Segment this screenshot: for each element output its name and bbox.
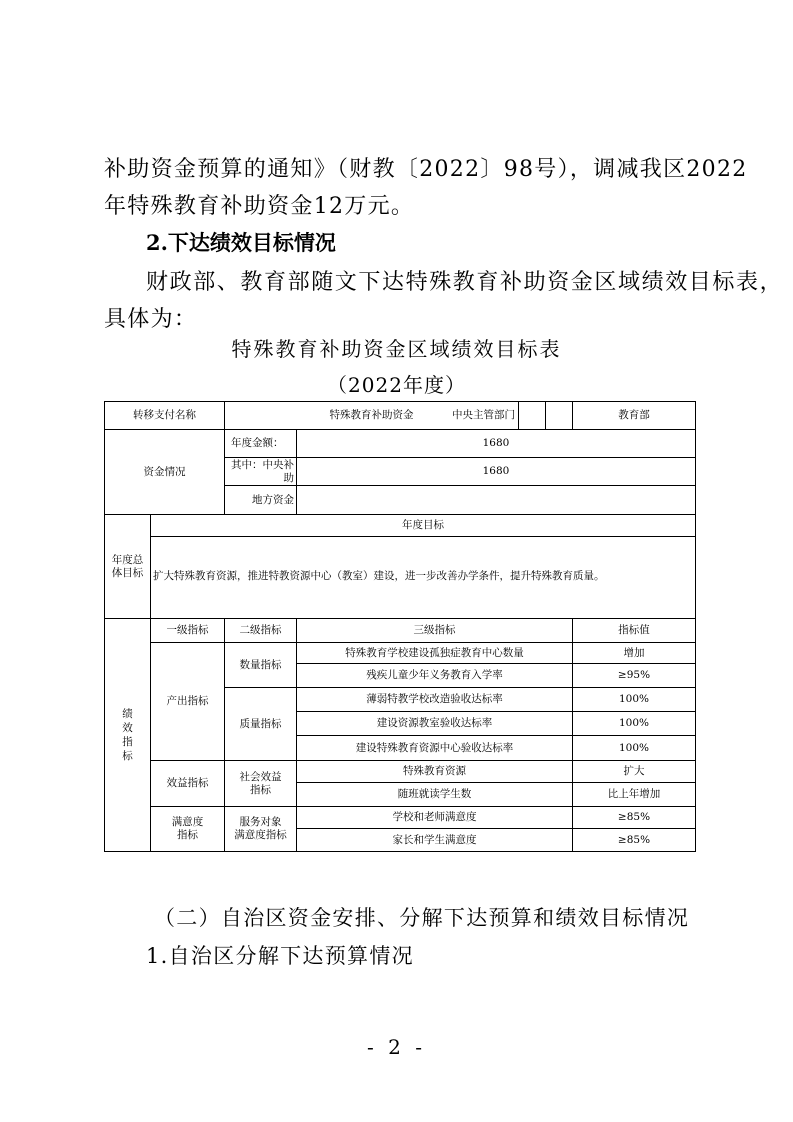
- perf-label-char: 效: [122, 722, 133, 734]
- table-row-indicator: 特殊教育资源: [297, 761, 573, 783]
- performance-indicator-label: [105, 619, 151, 852]
- overall-goal-label: [105, 515, 151, 619]
- section-heading: （二）自治区资金安排、分解下达预算和绩效目标情况: [154, 906, 690, 930]
- service-label-line: 满意度指标: [234, 829, 287, 841]
- table-row-indicator: 学校和老师满意度: [297, 807, 573, 829]
- performance-target-table: [104, 401, 696, 852]
- table-row-value: 100%: [573, 712, 696, 736]
- satisfaction-indicator-label: [151, 807, 225, 852]
- transfer-name-value: 特殊教育补助资金: [225, 402, 519, 430]
- table-row-value: 比上年增加: [573, 783, 696, 807]
- table-row-indicator: 特殊教育学校建设孤独症教育中心数量: [297, 643, 573, 664]
- dept-value-text: 教育部: [618, 409, 650, 421]
- table-row-indicator: 家长和学生满意度: [297, 829, 573, 852]
- annual-amount-label: 年度金额：: [225, 430, 297, 458]
- satisfaction-label-line: 满意度: [171, 816, 204, 828]
- local-funds-value: [297, 486, 696, 515]
- overall-goal-label-line: 年度总: [111, 553, 144, 566]
- header-level3: 三级指标: [297, 619, 573, 643]
- header-value: 指标值: [573, 619, 696, 643]
- overall-goal-label-line: 体目标: [111, 566, 144, 579]
- body-paragraph-line: 补助资金预算的通知》（财教〔2022〕98号），调减我区2022: [104, 157, 748, 182]
- table-row-value: 增加: [573, 643, 696, 664]
- table-row-value: 100%: [573, 736, 696, 761]
- table-row-value: 扩大: [573, 761, 696, 783]
- table-row-indicator: 薄弱特教学校改造验收达标率: [297, 688, 573, 712]
- annual-amount-value: 1680: [297, 430, 696, 458]
- body-paragraph-line: 具体为：: [104, 307, 198, 332]
- annual-goal-header: 年度目标: [151, 515, 696, 537]
- dept-label: 中央主管部门: [422, 402, 546, 429]
- table-row-indicator: 建设资源教室验收达标率: [297, 712, 573, 736]
- quality-indicator-label: 质量指标: [225, 688, 297, 761]
- perf-label-char: 标: [122, 750, 133, 762]
- funds-label: 资金情况: [105, 430, 225, 515]
- table-row-indicator: 建设特殊教育资源中心验收达标率: [297, 736, 573, 761]
- service-label-line: 服务对象: [239, 816, 282, 828]
- benefit-indicator-label: 效益指标: [151, 761, 225, 807]
- annual-goal-text: 扩大特殊教育资源，推进特教资源中心（教室）建设，进一步改善办学条件，提升特殊教育质量。: [151, 537, 696, 619]
- body-paragraph-line: 财政部、教育部随文下达特殊教育补助资金区域绩效目标表，: [146, 270, 784, 295]
- dept-value: [573, 402, 696, 430]
- section-heading: 2.下达绩效目标情况: [146, 230, 336, 255]
- service-satisfaction-label: [225, 807, 297, 852]
- central-subsidy-label: 其中：中央补助: [225, 458, 297, 486]
- table-title: 特殊教育补助资金区域绩效目标表: [231, 337, 562, 361]
- page-number: - 2 -: [367, 1035, 426, 1059]
- table-row-indicator: 残疾儿童少年义务教育入学率: [297, 664, 573, 688]
- subsection-heading: 1.自治区分解下达预算情况: [146, 944, 414, 968]
- header-level2: 二级指标: [225, 619, 297, 643]
- table-row-indicator: 随班就读学生数: [297, 783, 573, 807]
- perf-label-char: 指: [122, 736, 133, 748]
- table-row-value: ≥85%: [573, 807, 696, 829]
- table-year: （2022年度）: [327, 373, 466, 397]
- table-row-value: ≥85%: [573, 829, 696, 852]
- local-funds-label: 地方资金: [225, 486, 297, 515]
- header-level1: 一级指标: [151, 619, 225, 643]
- social-benefit-label-line: 社会效益: [239, 770, 282, 783]
- body-paragraph-line: 年特殊教育补助资金12万元。: [104, 194, 415, 219]
- transfer-name-label: 转移支付名称: [105, 402, 225, 430]
- social-benefit-label-line: 指标: [250, 783, 271, 796]
- social-benefit-label: [225, 761, 297, 807]
- satisfaction-label-line: 指标: [177, 829, 198, 841]
- central-subsidy-value: 1680: [297, 458, 696, 486]
- quantity-indicator-label: 数量指标: [225, 643, 297, 688]
- perf-label-char: 绩: [122, 708, 133, 720]
- table-row-value: 100%: [573, 688, 696, 712]
- table-row-value: ≥95%: [573, 664, 696, 688]
- output-indicator-label: 产出指标: [151, 643, 225, 761]
